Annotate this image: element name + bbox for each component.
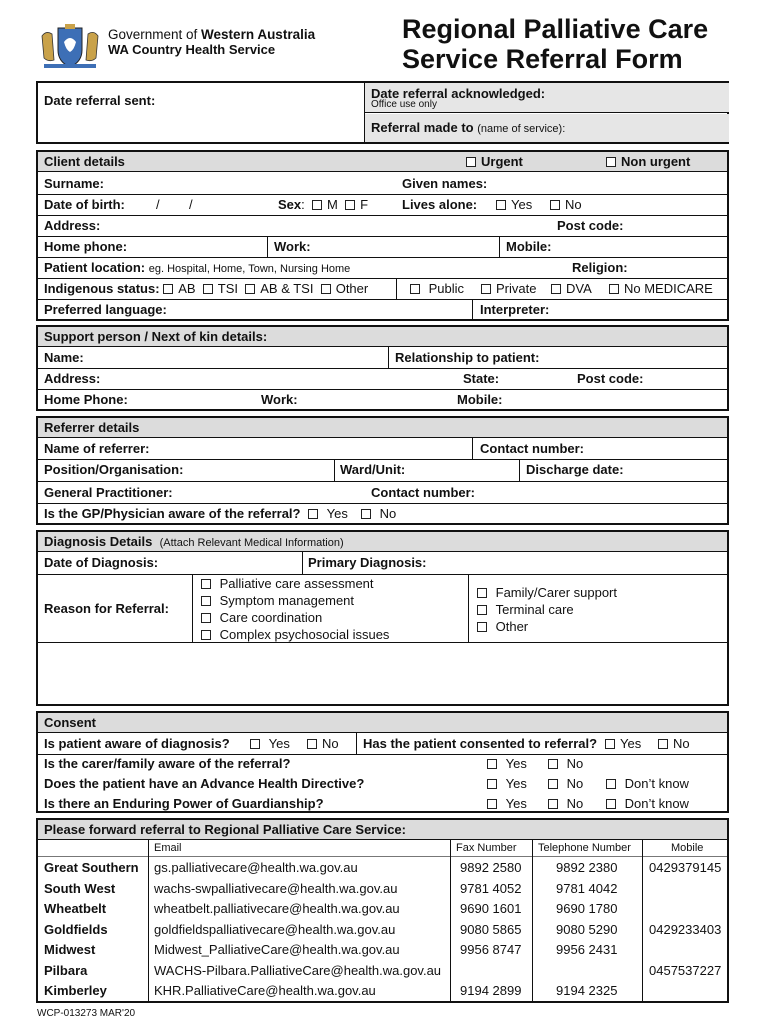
checkbox-icon <box>466 157 476 167</box>
checkbox-icon <box>345 200 355 210</box>
private-checkbox[interactable]: Private <box>481 281 536 297</box>
checkbox-icon <box>250 739 260 749</box>
checkbox-icon <box>201 613 211 623</box>
date-sent-label: Date referral sent: <box>44 93 156 108</box>
support-address-label: Address: <box>44 371 101 386</box>
public-checkbox[interactable]: Public <box>410 281 464 297</box>
consented-question: Has the patient consented to referral? <box>363 736 598 751</box>
checkbox-icon <box>606 157 616 167</box>
checkbox-icon <box>201 579 211 589</box>
epg-question: Is there an Enduring Power of Guardianship? <box>44 796 324 811</box>
form-code: WCP-013273 MAR'20 <box>37 1008 136 1019</box>
service-tel-cell: 9080 5290 <box>556 921 618 937</box>
ahd-question: Does the patient have an Advance Health Directive? <box>44 776 365 791</box>
sex-m-checkbox[interactable]: M <box>312 197 338 212</box>
service-mobile-cell: 0429233403 <box>649 921 722 937</box>
urgent-checkbox[interactable]: Urgent <box>466 154 523 170</box>
service-mobile-cell: 0457537227 <box>649 962 722 978</box>
non-urgent-checkbox[interactable]: Non urgent <box>606 154 690 170</box>
ack-panel <box>364 83 729 142</box>
support-mobile-label: Mobile: <box>457 392 503 407</box>
service-tel-cell: 9194 2325 <box>556 983 618 998</box>
checkbox-icon <box>609 284 619 294</box>
checkbox-icon <box>477 588 487 598</box>
ahd-dont-know[interactable]: Don’t know <box>606 776 689 792</box>
reason-psychosocial[interactable]: Complex psychosocial issues <box>201 627 389 643</box>
column-mobile: Mobile <box>671 842 704 854</box>
surname-label: Surname: <box>44 176 104 191</box>
column-telephone: Telephone Number <box>538 842 631 854</box>
dob-slash-2: / <box>189 197 193 212</box>
client-details-section <box>36 150 729 321</box>
column-email: Email <box>154 842 182 854</box>
service-email-cell: goldfieldspalliativecare@health.wa.gov.au <box>154 921 396 937</box>
ahd-yes[interactable]: Yes <box>487 776 527 792</box>
date-ack-label: Date referral acknowledged: <box>371 86 546 101</box>
ward-unit-label: Ward/Unit: <box>340 462 406 477</box>
service-tel-cell: 9956 2431 <box>556 942 618 957</box>
checkbox-icon <box>487 799 497 809</box>
referral-made-label: Referral made to (name of service): <box>371 120 566 135</box>
carer-aware-question: Is the carer/family aware of the referral? <box>44 756 291 771</box>
gp-aware-no[interactable]: No <box>361 506 396 522</box>
checkbox-icon <box>410 284 420 294</box>
gp-aware-yes[interactable]: Yes <box>308 506 348 522</box>
support-home-phone-label: Home Phone: <box>44 392 128 407</box>
sex-field: Sex: M F <box>278 197 369 212</box>
referrer-details-section <box>36 416 729 525</box>
consented-yes[interactable]: Yes <box>605 736 641 752</box>
mobile-label: Mobile: <box>506 239 552 254</box>
checkbox-icon <box>548 799 558 809</box>
primary-diagnosis-label: Primary Diagnosis: <box>308 555 427 570</box>
service-region-cell: Midwest <box>44 942 96 957</box>
service-email-cell: Midwest_PalliativeCare@health.wa.gov.au <box>154 942 400 957</box>
checkbox-icon <box>481 284 491 294</box>
forward-heading: Please forward referral to Regional Palliative Care Service: <box>44 822 406 837</box>
service-fax-cell: 9194 2899 <box>460 983 522 998</box>
service-fax-cell: 9080 5865 <box>460 921 522 937</box>
aware-diagnosis-yes[interactable]: Yes <box>250 736 290 752</box>
ahd-no[interactable]: No <box>548 776 583 792</box>
form-title-line2: Service Referral Form <box>402 44 683 74</box>
support-heading: Support person / Next of kin details: <box>44 329 268 344</box>
dva-checkbox[interactable]: DVA <box>551 281 592 297</box>
discharge-date-label: Discharge date: <box>526 462 624 477</box>
reason-symptom-management[interactable]: Symptom management <box>201 593 354 609</box>
interpreter-label: Interpreter: <box>480 302 550 317</box>
gp-contact-label: Contact number: <box>371 485 475 500</box>
checkbox-icon <box>163 284 173 294</box>
diagnosis-heading: Diagnosis Details (Attach Relevant Medical Information) <box>44 534 344 549</box>
relationship-label: Relationship to patient: <box>395 350 540 365</box>
lives-alone-no[interactable]: No <box>550 197 582 213</box>
service-email-cell: wheatbelt.palliativecare@health.wa.gov.au <box>154 901 400 916</box>
service-fax-cell: 9690 1601 <box>460 901 522 916</box>
checkbox-icon <box>361 509 371 519</box>
service-tel-cell: 9892 2380 <box>556 860 618 875</box>
home-phone-label: Home phone: <box>44 239 128 254</box>
patient-location-field: Patient location: eg. Hospital, Home, Town, Nursing Home <box>44 260 351 275</box>
dob-label: Date of birth: <box>44 197 125 212</box>
referrer-name-label: Name of referrer: <box>44 441 150 456</box>
checkbox-icon <box>477 622 487 632</box>
checkbox-icon <box>658 739 668 749</box>
gp-label: General Practitioner: <box>44 485 173 500</box>
checkbox-icon <box>548 779 558 789</box>
office-use-label: Office use only <box>371 99 437 110</box>
checkbox-icon <box>605 739 615 749</box>
indigenous-tsi-checkbox[interactable]: TSI <box>203 281 238 296</box>
lives-alone-label: Lives alone: <box>402 197 478 212</box>
service-tel-cell: 9781 4042 <box>556 880 618 896</box>
carer-aware-no[interactable]: No <box>548 756 583 772</box>
carer-aware-yes[interactable]: Yes <box>487 756 527 772</box>
consent-section <box>36 711 729 813</box>
checkbox-icon <box>487 779 497 789</box>
checkbox-icon <box>550 200 560 210</box>
checkbox-icon <box>308 509 318 519</box>
checkbox-icon <box>307 739 317 749</box>
checkbox-icon <box>245 284 255 294</box>
indigenous-ab-checkbox[interactable]: AB <box>163 281 195 296</box>
referrer-heading: Referrer details <box>44 420 140 435</box>
preferred-language-label: Preferred language: <box>44 302 167 317</box>
service-region-cell: Kimberley <box>44 983 107 998</box>
checkbox-icon <box>606 799 616 809</box>
diagnosis-section <box>36 530 729 706</box>
indigenous-status-field: Indigenous status: AB TSI AB & TSI Other <box>44 281 369 296</box>
client-details-heading: Client details <box>44 154 125 169</box>
checkbox-icon <box>551 284 561 294</box>
dob-slash-1: / <box>156 197 160 212</box>
aware-diagnosis-no[interactable]: No <box>307 736 339 752</box>
epg-dont-know[interactable]: Don’t know <box>606 796 689 812</box>
reason-care-coordination[interactable]: Care coordination <box>201 610 322 626</box>
checkbox-icon <box>548 759 558 769</box>
health-service-name: WA Country Health Service <box>108 42 276 57</box>
government-name: Government of Western Australia <box>108 27 316 42</box>
forward-referral-section <box>36 818 729 1003</box>
epg-no[interactable]: No <box>548 796 583 812</box>
checkbox-icon <box>321 284 331 294</box>
service-fax-cell: 9956 8747 <box>460 942 522 957</box>
consent-heading: Consent <box>44 715 96 730</box>
service-region-cell: South West <box>44 880 116 896</box>
sex-f-checkbox[interactable]: F <box>345 197 368 212</box>
service-email-cell: wachs-swpalliativecare@health.wa.gov.au <box>154 880 398 896</box>
service-email-cell: KHR.PalliativeCare@health.wa.gov.au <box>154 983 376 998</box>
service-mobile-cell: 0429379145 <box>649 860 722 875</box>
service-region-cell: Pilbara <box>44 962 88 978</box>
reason-other[interactable]: Other <box>477 619 528 635</box>
diagnosis-notes-area[interactable] <box>38 643 727 704</box>
reason-for-referral-label: Reason for Referral: <box>44 601 169 616</box>
no-medicare-checkbox[interactable]: No MEDICARE <box>609 281 713 297</box>
service-fax-cell: 9781 4052 <box>460 880 522 896</box>
support-name-label: Name: <box>44 350 84 365</box>
epg-yes[interactable]: Yes <box>487 796 527 812</box>
checkbox-icon <box>201 596 211 606</box>
referral-dates-box <box>36 81 729 144</box>
reason-family-support[interactable]: Family/Carer support <box>477 585 617 601</box>
checkbox-icon <box>477 605 487 615</box>
address-label: Address: <box>44 218 101 233</box>
aware-diagnosis-question: Is patient aware of diagnosis? <box>44 736 230 751</box>
support-work-label: Work: <box>261 392 298 407</box>
checkbox-icon <box>203 284 213 294</box>
service-region-cell: Wheatbelt <box>44 901 107 916</box>
work-phone-label: Work: <box>274 239 311 254</box>
checkbox-icon <box>312 200 322 210</box>
reason-palliative-assessment[interactable]: Palliative care assessment <box>201 576 374 592</box>
checkbox-icon <box>487 759 497 769</box>
service-fax-cell: 9892 2580 <box>460 860 522 875</box>
support-state-label: State: <box>463 371 500 386</box>
gp-aware-question: Is the GP/Physician aware of the referral? <box>44 506 301 521</box>
indigenous-other-checkbox[interactable]: Other <box>321 281 369 296</box>
post-code-label: Post code: <box>557 218 624 233</box>
position-label: Position/Organisation: <box>44 462 184 477</box>
crest-logo <box>38 22 102 70</box>
indigenous-ab-tsi-checkbox[interactable]: AB & TSI <box>245 281 313 296</box>
date-of-diagnosis-label: Date of Diagnosis: <box>44 555 159 570</box>
service-email-cell: gs.palliativecare@health.wa.gov.au <box>154 860 358 875</box>
service-region-cell: Great Southern <box>44 860 139 875</box>
checkbox-icon <box>201 630 211 640</box>
checkbox-icon <box>496 200 506 210</box>
service-tel-cell: 9690 1780 <box>556 901 618 916</box>
support-post-code-label: Post code: <box>577 371 644 386</box>
given-names-label: Given names: <box>402 176 488 191</box>
form-title-line1: Regional Palliative Care <box>402 14 709 44</box>
referrer-contact-label: Contact number: <box>480 441 584 456</box>
consented-no[interactable]: No <box>658 736 690 752</box>
checkbox-icon <box>606 779 616 789</box>
service-region-cell: Goldfields <box>44 921 108 937</box>
service-email-cell: WACHS-Pilbara.PalliativeCare@health.wa.gov.au <box>154 962 442 978</box>
religion-label: Religion: <box>572 260 628 275</box>
support-person-section <box>36 325 729 411</box>
column-fax: Fax Number <box>456 842 517 854</box>
lives-alone-yes[interactable]: Yes <box>496 197 532 213</box>
reason-terminal-care[interactable]: Terminal care <box>477 602 574 618</box>
